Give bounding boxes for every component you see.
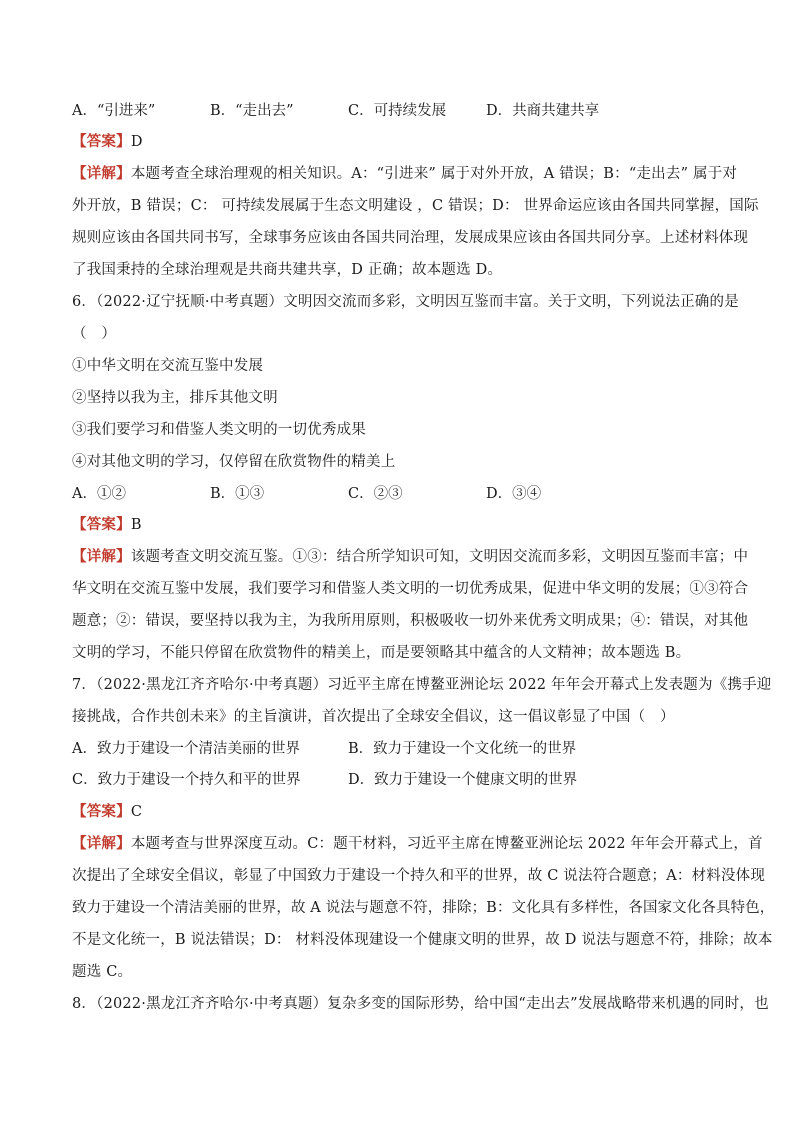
q7-option-b: B．致力于建设一个文化统一的世界 (348, 741, 577, 757)
q8-stem-line-1: 8．（2022·黑龙江齐齐哈尔·中考真题）复杂多变的国际形势，给中国“走出去”发展战略带来机遇的同时，也 (72, 996, 769, 1012)
q7-stem-line-2: 接挑战，合作共创未来》的主旨演讲，首次提出了全球安全倡议，这一倡议彰显了中国（ ） (72, 709, 675, 725)
q7-answer: C (130, 804, 143, 820)
q5-option-a: A．“引进来” (72, 103, 156, 119)
q7-option-a: A．致力于建设一个清洁美丽的世界 (72, 741, 300, 757)
detail-tag: 【详解】 (72, 835, 131, 852)
q5-detail-line-3: 规则应该由各国共同书写，全球事务应该由各国共同治理，发展成果应该由各国共同分享。上述材料体现 (72, 230, 749, 246)
q6-detail-line-3: 题意；②：错误，要坚持以我为主，为我所用原则，积极吸收一切外来优秀文明成果；④：错误，对其他 (72, 613, 749, 629)
q7-detail-line-4: 不是文化统一，B 说法错误；D： 材料没体现建设一个健康文明的世界，故 D 说法与题意不符，排除；故本 (72, 932, 773, 948)
q5-detail-line-2: 外开放，B 错误；C： 可持续发展属于生态文明建设 ，C 错误；D： 世界命运应该由各国共同掌握，国际 (72, 198, 759, 214)
q7-detail-text-1: 本题考查与世界深度互动。C：题干材料，习近平主席在博鳌亚洲论坛 2022 年年会开幕式上，首 (130, 836, 763, 852)
detail-tag: 【详解】 (72, 548, 131, 565)
q6-stem-line-2: （ ） (72, 326, 117, 342)
q6-option-a: A．①② (72, 486, 126, 502)
q6-answer: B (130, 517, 142, 533)
q7-stem-line-1: 7．（2022·黑龙江齐齐哈尔·中考真题）习近平主席在博鳌亚洲论坛 2022 年年会开幕式上发表题为《携手迎 (72, 677, 772, 693)
answer-tag: 【答案】 (72, 133, 131, 150)
q6-detail-line-1 (72, 547, 749, 567)
q5-detail-text-1: 本题考查全球治理观的相关知识。A：“引进来” 属于对外开放，A 错误；B：“走出去” 属于对 (130, 166, 738, 182)
q6-option-b: B．①③ (210, 486, 265, 502)
q6-statement-3: ③我们要学习和借鉴人类文明的一切优秀成果 (72, 422, 366, 438)
q5-answer: D (130, 134, 143, 150)
q5-detail-line-4: 了我国秉持的全球治理观是共商共建共享，D 正确；故本题选 D。 (72, 262, 503, 278)
q6-stem-line-1: 6．（2022·辽宁抚顺·中考真题）文明因交流而多彩，文明因互鉴而丰富。关于文明，下列说法正确的是 (72, 294, 739, 310)
q5-option-b: B．“走出去” (210, 103, 294, 119)
answer-tag: 【答案】 (72, 516, 131, 533)
q7-detail-line-1 (72, 834, 763, 854)
answer-tag: 【答案】 (72, 803, 131, 820)
q5-option-d: D．共商共建共享 (486, 103, 600, 119)
q7-option-c: C．致力于建设一个持久和平的世界 (72, 772, 301, 788)
q6-answer-line (72, 515, 732, 535)
q5-detail-line-1 (72, 164, 738, 184)
q5-answer-line (72, 132, 732, 152)
q7-detail-line-2: 次提出了全球安全倡议，彰显了中国致力于建设一个持久和平的世界，故 C 说法符合题意；A：材料没体现 (72, 868, 766, 884)
q5-option-c: C．可持续发展 (348, 103, 447, 119)
q6-option-c: C．②③ (348, 486, 403, 502)
q6-option-d: D．③④ (486, 486, 542, 502)
q6-statement-2: ②坚持以我为主，排斥其他文明 (72, 390, 278, 406)
q6-detail-line-2: 华文明在交流互鉴中发展，我们要学习和借鉴人类文明的一切优秀成果，促进中华文明的发展；①③符合 (72, 581, 749, 597)
q7-option-d: D．致力于建设一个健康文明的世界 (348, 772, 578, 788)
detail-tag: 【详解】 (72, 165, 131, 182)
q6-detail-line-4: 文明的学习，不能只停留在欣赏物件的精美上，而是要领略其中蕴含的人文精神；故本题选 B。 (72, 645, 691, 661)
q6-detail-text-1: 该题考查文明交流互鉴。①③：结合所学知识可知，文明因交流而多彩，文明因互鉴而丰富；中 (130, 549, 749, 565)
q7-detail-line-3: 致力于建设一个清洁美丽的世界，故 A 说法与题意不符，排除；B：文化具有多样性，各国家文化各具特色， (72, 900, 775, 916)
q6-statement-1: ①中华文明在交流互鉴中发展 (72, 358, 264, 374)
q6-statement-4: ④对其他文明的学习，仅停留在欣赏物件的精美上 (72, 454, 396, 470)
q7-answer-line (72, 802, 732, 822)
q7-detail-line-5: 题选 C。 (72, 964, 133, 980)
